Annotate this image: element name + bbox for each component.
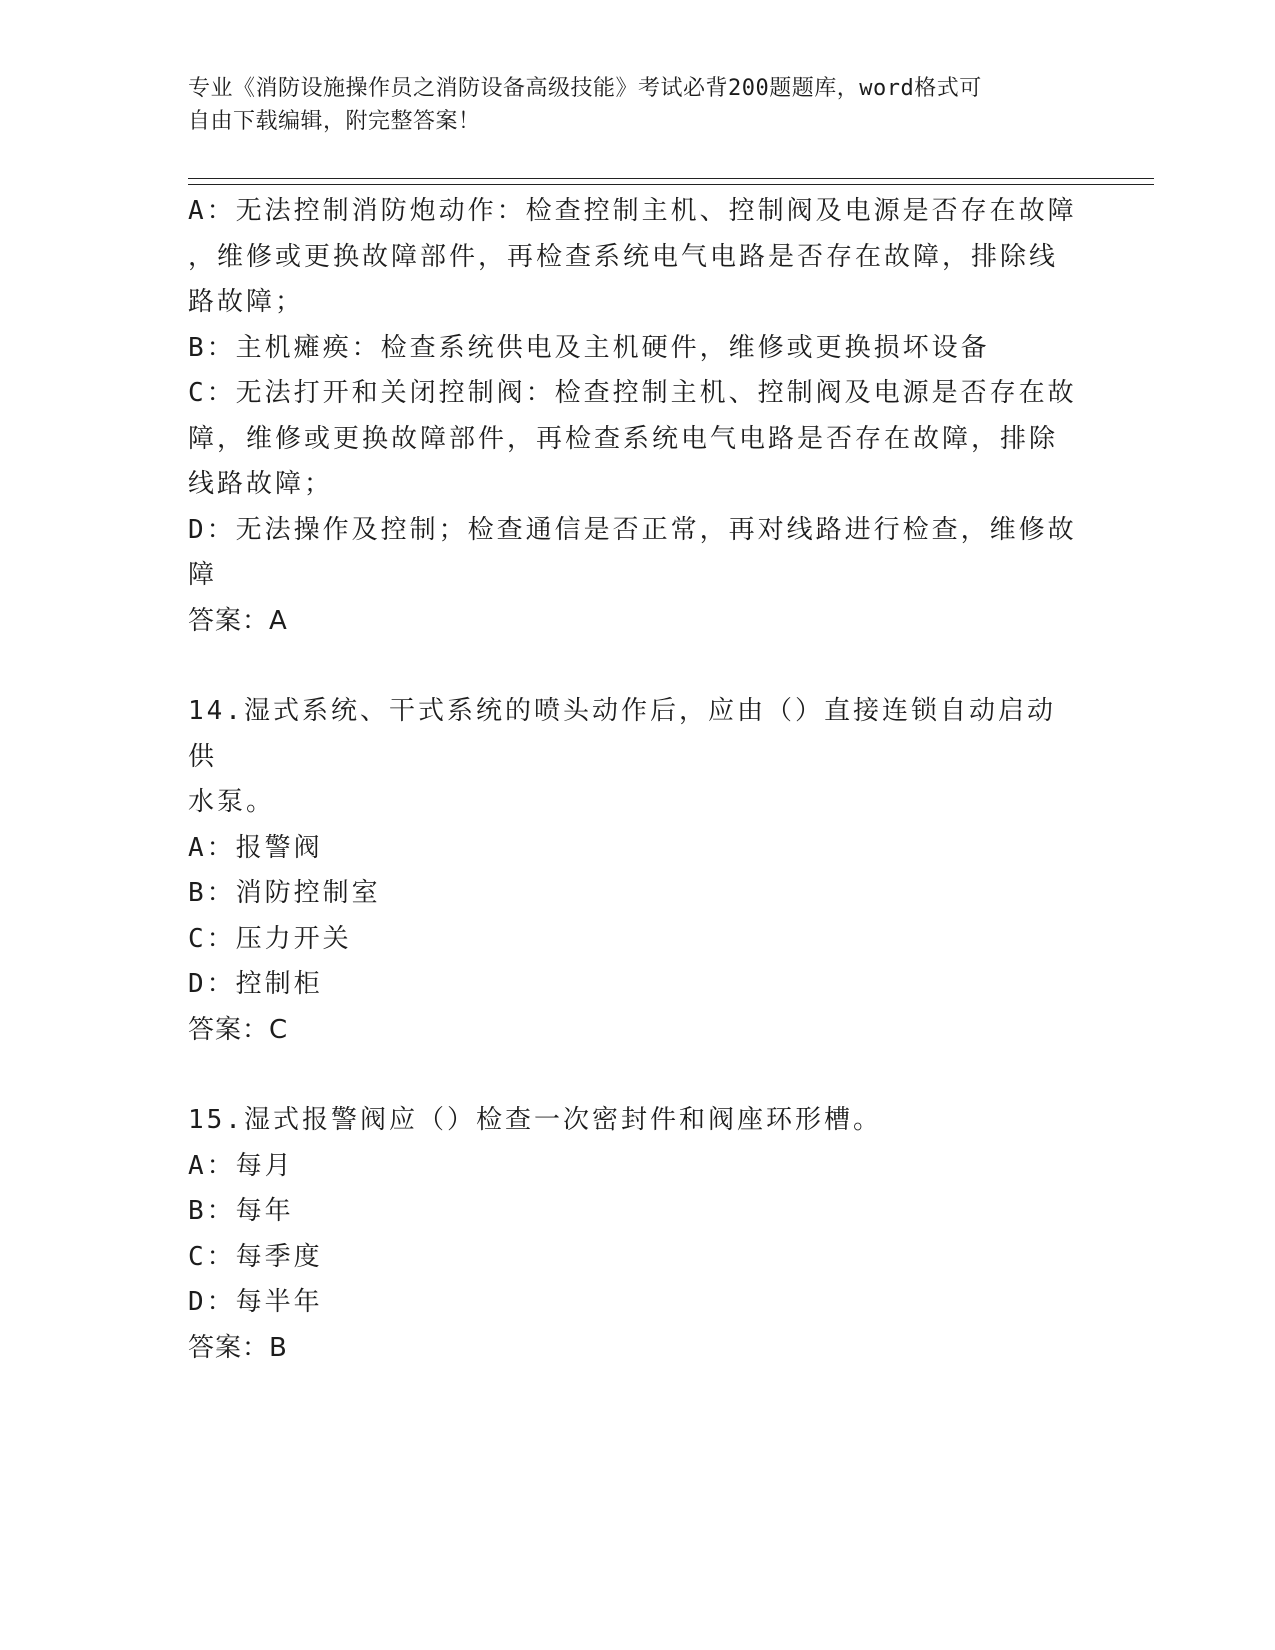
header-line-2: 自由下载编辑，附完整答案！ (188, 109, 481, 134)
question-13 (188, 189, 1078, 644)
option-c-line-2: 障，维修或更换故障部件，再检查系统电气电路是否存在故障，排除 (188, 423, 1059, 454)
option-d-line-1: D：无法操作及控制；检查通信是否正常，再对线路进行检查，维修故 (188, 514, 1077, 545)
option-a-line-3: 路故障； (188, 287, 305, 317)
answer-14: 答案：C (188, 1014, 289, 1045)
option-b: B：消防控制室 (188, 878, 381, 908)
option-b: B：每年 (188, 1196, 294, 1226)
header-divider-top (188, 178, 1154, 179)
spacer (188, 644, 1078, 689)
option-a-line-1: A：无法控制消防炮动作：检查控制主机、控制阀及电源是否存在故障 (188, 196, 1077, 226)
option-a-line-2: ，维修或更换故障部件，再检查系统电气电路是否存在故障，排除线 (188, 241, 1059, 272)
option-c-line-3: 线路故障； (188, 469, 334, 499)
spacer (188, 1053, 1078, 1098)
option-d: D：控制柜 (188, 969, 323, 999)
answer-13: 答案：A (188, 605, 288, 636)
answer-15: 答案：B (188, 1332, 288, 1363)
question-14-stem-line-2: 水泵。 (188, 787, 276, 817)
header-line-1: 专业《消防设施操作员之消防设备高级技能》考试必背200题题库，word格式可 (188, 76, 982, 101)
option-d: D：每半年 (188, 1287, 323, 1317)
question-15 (188, 1098, 1078, 1371)
document-header (188, 72, 1068, 138)
option-b: B：主机瘫痪：检查系统供电及主机硬件，维修或更换损坏设备 (188, 332, 990, 363)
question-15-stem: 15.湿式报警阀应（）检查一次密封件和阀座环形槽。 (188, 1105, 882, 1135)
option-a: A：报警阀 (188, 832, 323, 863)
question-content (188, 189, 1078, 1371)
question-14-stem-line-1: 14.湿式系统、干式系统的喷头动作后，应由（）直接连锁自动启动供 (188, 696, 1056, 772)
question-14 (188, 689, 1078, 1053)
option-d-line-2: 障 (188, 560, 218, 590)
option-c-line-1: C：无法打开和关闭控制阀：检查控制主机、控制阀及电源是否存在故 (188, 378, 1077, 408)
option-c: C：每季度 (188, 1241, 323, 1272)
option-c: C：压力开关 (188, 923, 352, 954)
option-a: A：每月 (188, 1150, 294, 1181)
header-divider-bottom (188, 184, 1154, 185)
